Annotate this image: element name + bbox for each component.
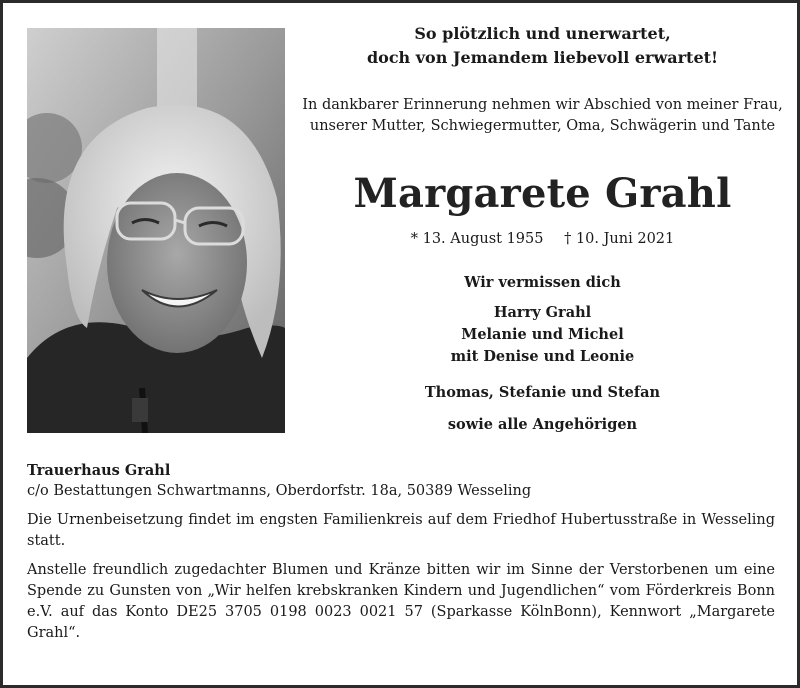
mourners-group-relatives: sowie alle Angehörigen [447,416,638,433]
intro-line: In dankbarer Erinnerung nehmen wir Abschied von meiner Frau, [302,97,783,113]
mourners-heading: Wir vermissen dich [464,274,621,291]
intro-line: unserer Mutter, Schwiegermutter, Oma, Schwägerin und Tante [309,118,776,134]
house-title: Trauerhaus Grahl [27,462,171,479]
death-date: † 10. Juni 2021 [564,231,675,247]
donation-notice: Anstelle freundlich zugedachter Blumen und Kränze bitten wir im Sinne der Verstorbenen um eine Spende zu Gunsten von „Wir helfen krebskranken Kindern und Jugendlichen“ vom Förderkreis Bonn e.V. auf das Konto DE25 3705 0198 0023 0021 57 (Sparkasse KölnBonn), Kennwort „Margarete Grahl“. [27,562,775,641]
motto-line: So plötzlich und unerwartet, [414,24,671,43]
birth-date: * 13. August 1955 [410,231,544,247]
mourners-group-second: Thomas, Stefanie und Stefan [424,384,661,401]
mourner-line: mit Denise und Leonie [450,348,635,365]
burial-notice: Die Urnenbeisetzung findet im engsten Familienkreis auf dem Friedhof Hubertusstraße in Wesseling statt. [27,512,775,549]
deceased-name: Margarete Grahl [353,170,732,217]
house-address: c/o Bestattungen Schwartmanns, Oberdorfstr. 18a, 50389 Wesseling [27,483,532,499]
motto-line: doch von Jemandem liebevoll erwartet! [366,48,719,67]
mourner-line: Harry Grahl [493,304,592,321]
life-dates [290,228,795,250]
mourner-line: Melanie und Michel [461,326,624,343]
notice-section [27,460,775,644]
motto [290,22,795,70]
intro-text [290,95,795,137]
mourners-group-family [290,302,795,368]
portrait-photo-icon [27,28,285,433]
